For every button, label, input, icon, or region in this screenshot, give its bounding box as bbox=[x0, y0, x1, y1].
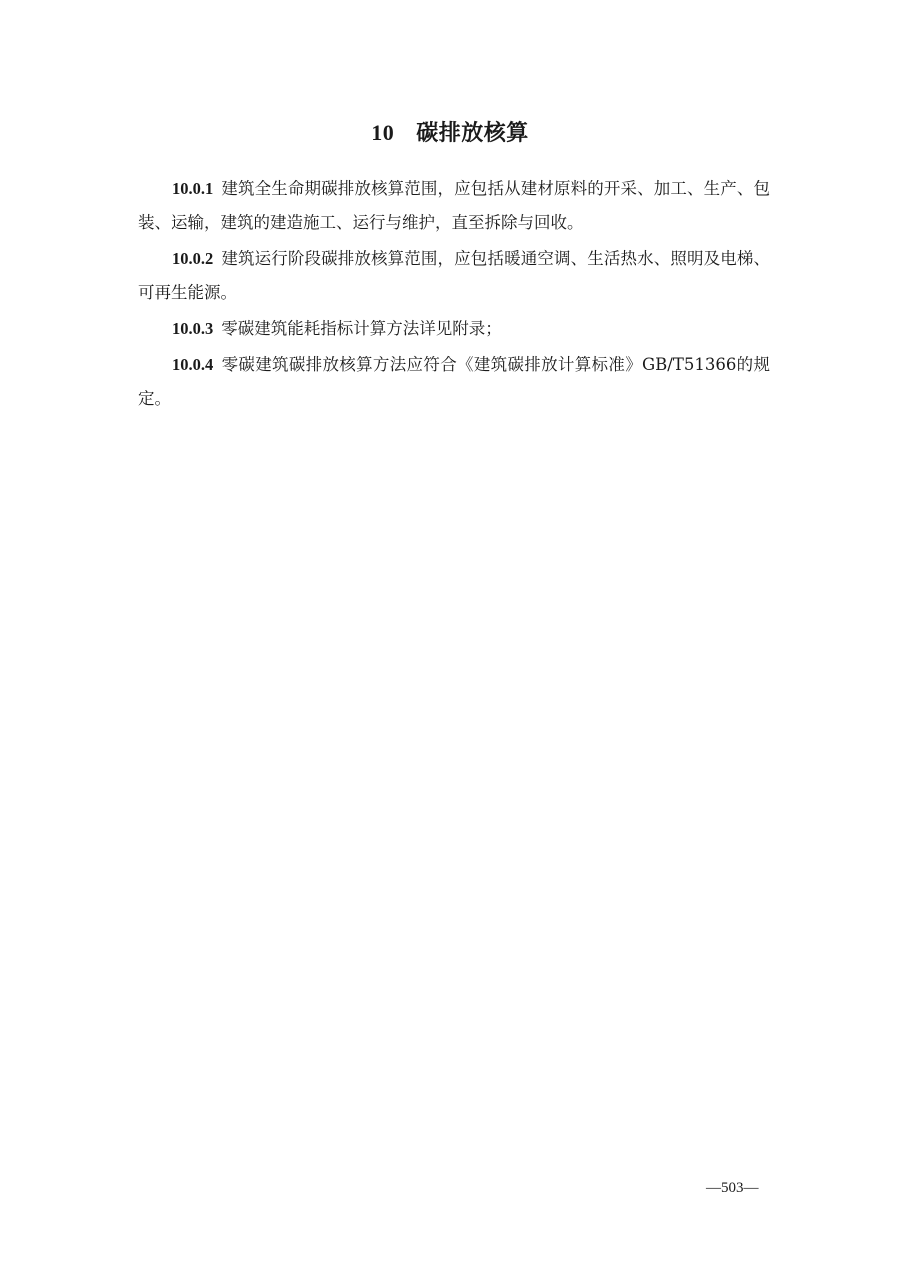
clause-number: 10.0.4 bbox=[172, 355, 214, 374]
clause-text: 建筑全生命期碳排放核算范围，应包括从建材原料的开采、加工、生产、包装、运输，建筑的建造施工、运行与维护，直至拆除与回收。 bbox=[138, 179, 770, 232]
page-number: —503— bbox=[706, 1180, 759, 1196]
clause-number: 10.0.1 bbox=[172, 179, 214, 198]
clause-10-0-4 bbox=[138, 348, 770, 416]
chapter-heading bbox=[0, 116, 900, 147]
clause-text: 零碳建筑碳排放核算方法应符合《建筑碳排放计算标准》GB/T51366的规定。 bbox=[138, 355, 770, 408]
clause-10-0-2 bbox=[138, 242, 770, 310]
clause-text: 建筑运行阶段碳排放核算范围，应包括暖通空调、生活热水、照明及电梯、可再生能源。 bbox=[138, 249, 770, 302]
chapter-title: 碳排放核算 bbox=[416, 121, 529, 146]
clause-10-0-3 bbox=[138, 312, 770, 346]
clause-10-0-1 bbox=[138, 172, 770, 240]
clause-number: 10.0.3 bbox=[172, 319, 214, 338]
clause-number: 10.0.2 bbox=[172, 249, 214, 268]
chapter-number: 10 bbox=[371, 120, 395, 145]
chapter-body bbox=[138, 172, 770, 418]
clause-text: 零碳建筑能耗指标计算方法详见附录； bbox=[221, 319, 502, 338]
